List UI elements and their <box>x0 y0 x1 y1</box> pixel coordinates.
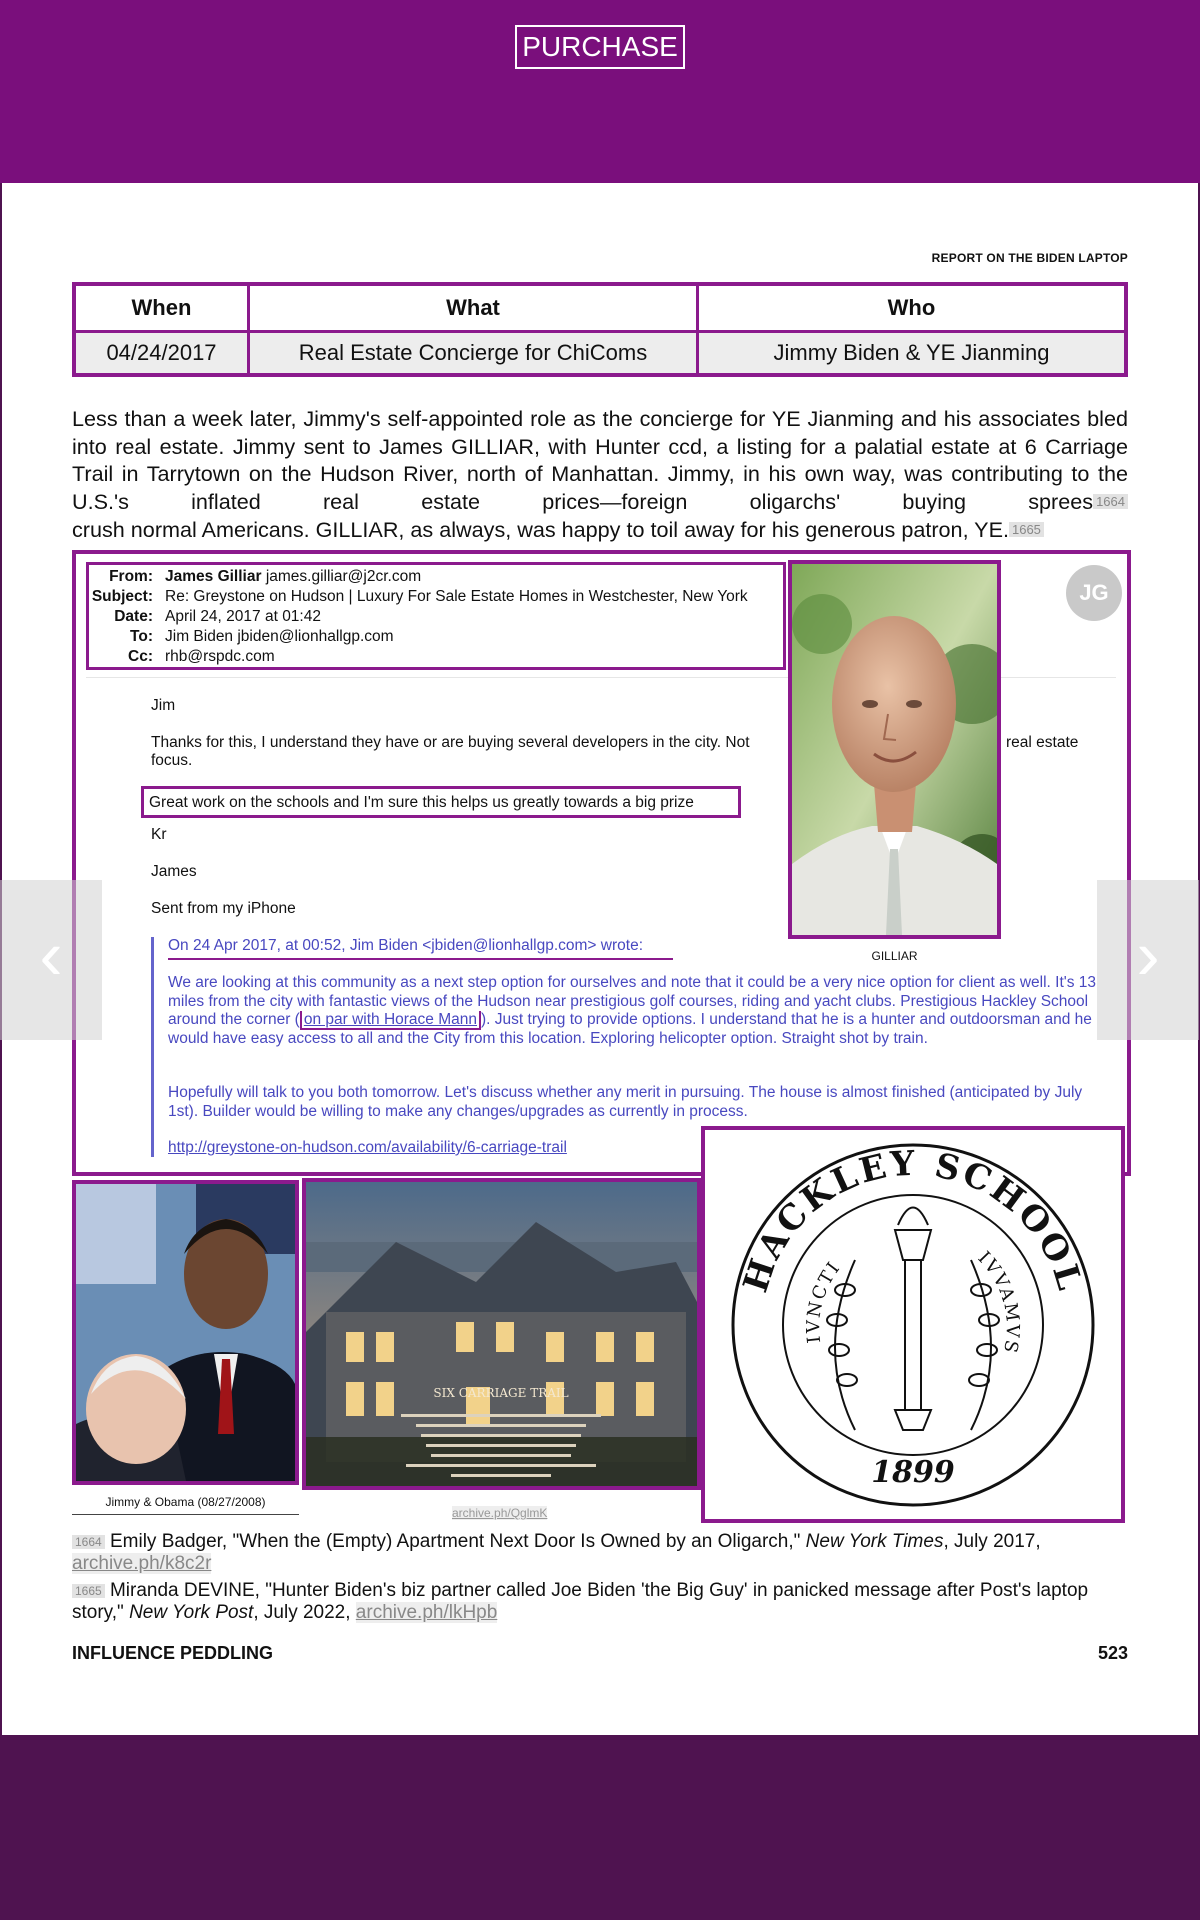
quoted-message <box>151 937 1119 1157</box>
gilliar-photo <box>788 560 1001 939</box>
footnote-link[interactable]: archive.ph/lkHpb <box>355 1602 498 1623</box>
image-caption: GILLIAR <box>871 949 918 963</box>
table-cell: Real Estate Concierge for ChiComs <box>249 332 698 376</box>
svg-text:IVVAMVS <box>974 1248 1023 1357</box>
svg-text:IVNCTI <box>803 1257 845 1344</box>
seal-motto-right: IVVAMVS <box>973 1247 1024 1357</box>
purchase-button[interactable]: PURCHASE <box>515 25 685 69</box>
email-line: real estate <box>1006 734 1079 751</box>
footnote: $^{1665}$ Miranda DEVINE, "Hunter Biden's biz partner called Joe Biden 'the Big Guy' in panicked message after Post's laptop story," New York Post, July 2022, archive.ph/lkHpb <box>72 1580 1089 1623</box>
field-label: Subject: <box>91 588 153 605</box>
image-caption: Jimmy & Obama (08/27/2008) <box>72 1495 299 1515</box>
quote-paragraph: We are looking at this community as a next step option for ourselves and note that it could be a very nice option for client as well. It's 13 miles from the city with fantastic views of the Hudson near prestigious golf courses, riding and yacht clubs. Prestigious Hackley School around the corner ( on par with Horace Mann ). Just trying to provide options. I understand that he is a hunter and outdoorsman and he would have easy access to all and the City from this location. Exploring helicopter option. Straight shot by train. <box>168 974 1097 1047</box>
email-signoff: James <box>151 863 197 880</box>
intro-text: crush normal Americans. GILLIAR, as always, was happy to toil away for his generous patron, YE. <box>72 516 1009 542</box>
seal-text: HACKLEY SCHOOL <box>735 1143 1091 1298</box>
seal-motto-left: IVNCTI <box>803 1257 846 1345</box>
email-subject-row <box>89 588 783 608</box>
table-header: What <box>249 284 698 332</box>
underlined-phrase: on par with Horace Mann <box>300 1011 481 1030</box>
obama-photo <box>72 1180 299 1485</box>
hackley-seal <box>701 1126 1125 1523</box>
email-to-row <box>89 628 783 648</box>
sender-name: James Gilliar <box>165 568 262 585</box>
footnote-link[interactable]: archive.ph/k8c2r <box>72 1553 212 1574</box>
seal-year: 1899 <box>871 1455 955 1490</box>
footnote: $^{1664}$ Emily Badger, "When the (Empty) Apartment Next Door Is Owned by an Oligarch," New York Times, July 2017, archive.ph/k8c2r <box>72 1531 1041 1574</box>
email-date-row <box>89 608 783 628</box>
document-page <box>2 183 1198 1735</box>
email-from-row <box>89 568 783 588</box>
email-line: focus. <box>151 752 193 769</box>
table-header: When <box>74 284 249 332</box>
source-link[interactable]: archive.ph/QglmK <box>452 1506 548 1520</box>
field-label: From: <box>109 568 153 585</box>
listing-link[interactable]: http://greystone-on-hudson.com/availability/6-carriage-trail <box>168 1139 567 1156</box>
chevron-right-icon[interactable]: › <box>1097 880 1199 1040</box>
quote-header: On 24 Apr 2017, at 00:52, Jim Biden <jbiden@lionhallgp.com> wrote: <box>168 937 673 960</box>
email-cc: rhb@rspdc.com <box>165 648 275 665</box>
svg-text:HACKLEY SCHOOL <box>736 1144 1090 1298</box>
email-signoff: Sent from my iPhone <box>151 900 296 917</box>
table-cell: Jimmy Biden & YE Jianming <box>698 332 1127 376</box>
email-signoff: Kr <box>151 826 167 843</box>
chevron-left-icon[interactable]: ‹ <box>0 880 102 1040</box>
email-line: Thanks for this, I understand they have or are buying several developers in the city. Not <box>151 734 750 751</box>
email-cc-row <box>89 648 783 668</box>
email-subject: Re: Greystone on Hudson | Luxury For Sale Estate Homes in Westchester, New York <box>165 588 748 605</box>
table-header-row <box>74 284 1126 332</box>
table-cell: 04/24/2017 <box>74 332 249 376</box>
footnote-ref[interactable]: 1664 <box>1093 494 1128 509</box>
page-number: 523 <box>1097 1643 1128 1663</box>
intro-text: Less than a week later, Jimmy's self-appointed role as the concierge for YE Jianming and his associates bled into real estate. Jimmy sent to James GILLIAR, with Hunter ccd, a listing for a palatial estate at 6 Carriage Trail in Tarrytown on the Hudson River, north of Manhattan. Jimmy, in his own way, was contributing to the U.S.'s inflated real estate prices—foreign oligarchs' buying sprees <box>72 406 1128 515</box>
field-label: Date: <box>114 608 153 625</box>
avatar: JG <box>1066 565 1122 621</box>
top-bar <box>0 0 1200 183</box>
field-label: Cc: <box>128 648 153 665</box>
footnote-ref[interactable]: 1665 <box>1009 522 1044 537</box>
field-label: To: <box>130 628 153 645</box>
email-greeting: Jim <box>151 697 176 714</box>
sender-email: james.gilliar@j2cr.com <box>265 568 422 585</box>
email-to: Jim Biden jbiden@lionhallgp.com <box>165 628 394 645</box>
house-photo <box>302 1178 701 1490</box>
email-date: April 24, 2017 at 01:42 <box>165 608 321 625</box>
summary-table <box>72 282 1128 377</box>
footer-section-title: INFLUENCE PEDDLING <box>72 1643 274 1663</box>
email-header <box>86 562 786 670</box>
highlighted-quote: Great work on the schools and I'm sure this helps us greatly towards a big prize <box>141 786 741 818</box>
quote-paragraph: Hopefully will talk to you both tomorrow. Let's discuss whether any merit in pursuing. The house is almost finished (anticipated by July 1st). Builder would be willing to make any changes/upgrades as currently in process. <box>168 1084 1083 1120</box>
intro-paragraph <box>72 405 1128 544</box>
table-row <box>74 332 1126 376</box>
running-header: REPORT ON THE BIDEN LAPTOP <box>931 251 1128 265</box>
house-title: SIX CARRIAGE TRAIL <box>433 1386 569 1400</box>
table-header: Who <box>698 284 1127 332</box>
